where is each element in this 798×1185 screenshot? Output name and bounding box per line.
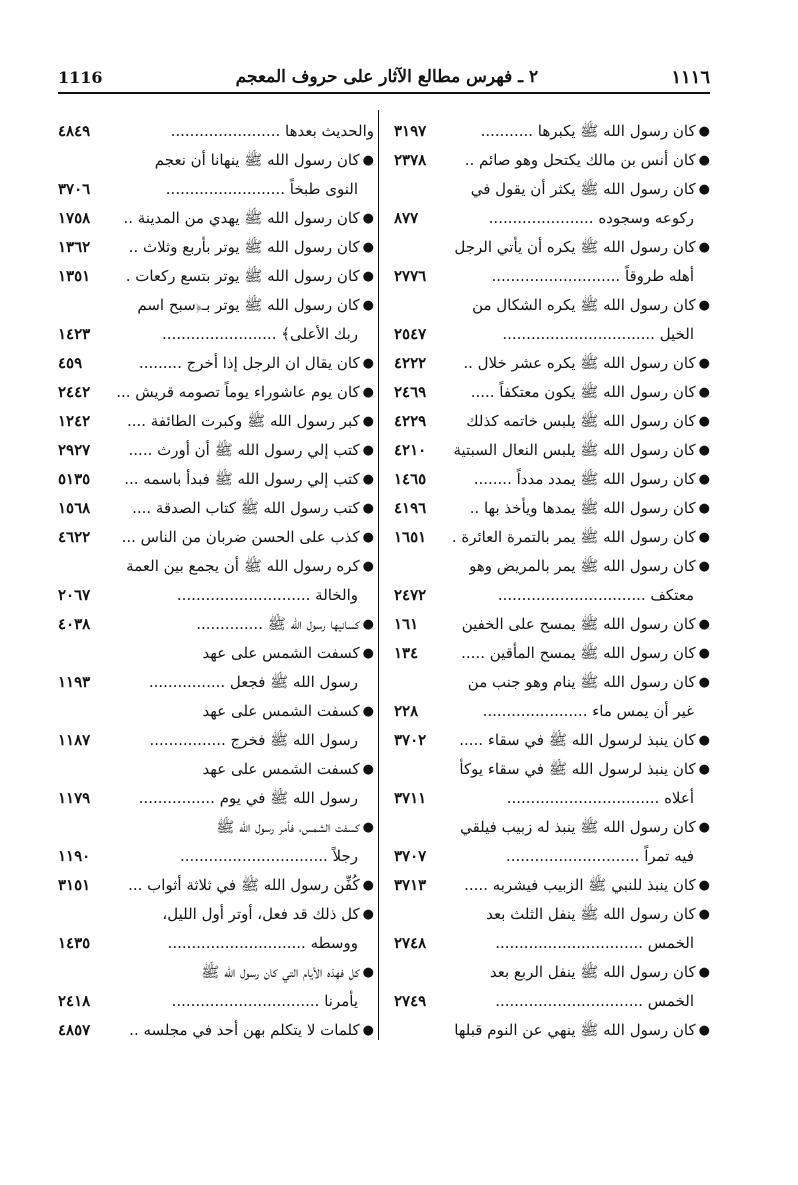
bullet-icon: ● — [362, 965, 374, 980]
entry-line — [58, 320, 374, 349]
bullet-icon: ● — [698, 675, 710, 690]
hadith-number: ٣٧٠٢ — [394, 731, 427, 749]
entry-text: كان رسول الله ﷺ يكبرها ........... — [480, 122, 696, 140]
hadith-number: ١١٨٧ — [58, 731, 91, 749]
entry-text: كل فهذه الأيام التي كان رسول الله ﷺ — [201, 963, 360, 981]
hadith-number: ١٧٥٨ — [58, 209, 91, 227]
entry-text: الخيل ................................ — [502, 325, 694, 343]
bullet-icon: ● — [698, 878, 710, 893]
entry-line — [394, 1016, 710, 1045]
index-entry — [394, 523, 710, 552]
page-header — [58, 62, 710, 94]
entry-text: فيه تمراً ............................ — [505, 847, 694, 865]
entry-text: كسفت الشمس على عهد — [202, 644, 360, 662]
entry-text: كان يوم عاشوراء يوماً تصومه قريش ... — [116, 383, 360, 401]
entry-text: كان رسول الله ﷺ ينفل الثلث بعد — [486, 905, 696, 923]
entry-text: كُفِّن رسول الله ﷺ في ثلاثة أثواب ... — [128, 876, 360, 894]
bullet-icon: ● — [698, 182, 710, 197]
entry-text: كان رسول الله ﷺ يمدد مدداً ........ — [473, 470, 696, 488]
bullet-icon: ● — [362, 269, 374, 284]
bullet-icon: ● — [362, 646, 374, 661]
index-entry — [394, 610, 710, 639]
bullet-icon: ● — [362, 385, 374, 400]
entry-line — [58, 494, 374, 523]
entry-line — [394, 668, 710, 697]
index-entry — [58, 465, 374, 494]
hadith-number: ٥١٣٥ — [58, 470, 91, 488]
index-column-left — [58, 117, 374, 1045]
hadith-number: ٢٤١٨ — [58, 992, 91, 1010]
index-entry — [394, 871, 710, 900]
entry-text: كان رسول الله ﷺ يكره عشر خلال .. — [463, 354, 696, 372]
hadith-number: ٤٥٩ — [58, 354, 83, 372]
entry-line — [394, 436, 710, 465]
entry-line — [394, 697, 710, 726]
entry-line — [58, 349, 374, 378]
hadith-number: ٣٧١٣ — [394, 876, 427, 894]
index-entry — [394, 233, 710, 291]
entry-text: كان رسول الله ﷺ يمسح المأقين ..... — [461, 644, 696, 662]
entry-line — [394, 987, 710, 1016]
entry-text: كسفت الشمس، فأمر رسول الله ﷺ — [216, 818, 360, 836]
entry-line — [58, 929, 374, 958]
index-entry — [58, 697, 374, 755]
entry-line — [394, 233, 710, 262]
hadith-number: ٢٤٤٢ — [58, 383, 91, 401]
index-entry — [394, 378, 710, 407]
entry-text: كان رسول الله ﷺ يهدي من المدينة .. — [123, 209, 360, 227]
hadith-number: ١٥٦٨ — [58, 499, 91, 517]
hadith-number: ٤٠٣٨ — [58, 615, 91, 633]
hadith-number: ١٢٤٢ — [58, 412, 91, 430]
bullet-icon: ● — [698, 820, 710, 835]
bullet-icon: ● — [698, 153, 710, 168]
bullet-icon: ● — [362, 617, 374, 632]
hadith-number: ١٣٤ — [394, 644, 419, 662]
entry-line — [58, 175, 374, 204]
hadith-number: ٤١٩٦ — [394, 499, 427, 517]
bullet-icon: ● — [362, 240, 374, 255]
hadith-number: ٢٧٧٦ — [394, 267, 427, 285]
index-entry — [394, 755, 710, 813]
entry-line — [58, 697, 374, 726]
bullet-icon: ● — [362, 762, 374, 777]
entry-text: كلمات لا يتكلم بهن أحد في مجلسه .. — [129, 1021, 360, 1039]
entry-text: معتكف ............................... — [497, 586, 694, 604]
bullet-icon: ● — [362, 211, 374, 226]
index-entry — [58, 204, 374, 233]
entry-text: الخمس ............................... — [495, 992, 694, 1010]
index-entry — [58, 494, 374, 523]
entry-text: ربك الأعلى﴾ ........................ — [162, 325, 358, 343]
hadith-number: ٣٧٠٦ — [58, 180, 91, 198]
entry-text: كان ينبذ للنبي ﷺ الزبيب فيشربه ..... — [464, 876, 696, 894]
column-divider — [378, 110, 379, 1040]
bullet-icon: ● — [362, 704, 374, 719]
entry-line — [58, 523, 374, 552]
hadith-number: ٣١٩٧ — [394, 122, 427, 140]
hadith-number: ١٣٥١ — [58, 267, 91, 285]
entry-text: كتب إلي رسول الله ﷺ فبدأ باسمه ... — [124, 470, 360, 488]
bullet-icon: ● — [362, 530, 374, 545]
hadith-number: ٤٨٥٧ — [58, 1021, 91, 1039]
index-entry — [394, 813, 710, 871]
entry-line — [58, 378, 374, 407]
entry-line — [394, 726, 710, 755]
entry-line — [58, 465, 374, 494]
hadith-number: ٢٤٦٩ — [394, 383, 427, 401]
bullet-icon: ● — [362, 443, 374, 458]
index-entry — [394, 407, 710, 436]
entry-line — [58, 407, 374, 436]
entry-text: كان رسول الله ﷺ يكون معتكفاً ..... — [470, 383, 696, 401]
entry-line — [58, 987, 374, 1016]
hadith-number: ٢٠٦٧ — [58, 586, 91, 604]
entry-text: رسول الله ﷺ فجعل ................ — [148, 673, 358, 691]
index-entry — [394, 436, 710, 465]
entry-text: كان رسول الله ﷺ يكثر أن يقول في — [470, 180, 696, 198]
entry-text: كسفت الشمس على عهد — [202, 702, 360, 720]
index-entry — [58, 639, 374, 697]
hadith-number: ٢٣٧٨ — [394, 151, 427, 169]
entry-text: كان رسول الله ﷺ يكره الشكال من — [472, 296, 696, 314]
entry-line — [58, 668, 374, 697]
entry-text: كره رسول الله ﷺ أن يجمع بين العمة — [126, 557, 360, 575]
index-entry — [58, 378, 374, 407]
entry-text: والخالة ............................ — [176, 586, 358, 604]
bullet-icon: ● — [698, 385, 710, 400]
entry-line — [394, 117, 710, 146]
entry-text: ووسطه ............................. — [167, 934, 358, 952]
bullet-icon: ● — [362, 878, 374, 893]
entry-line — [58, 291, 374, 320]
entry-text: كان رسول الله ﷺ يلبس خاتمه كذلك — [466, 412, 696, 430]
entry-line — [394, 755, 710, 784]
entry-line — [58, 233, 374, 262]
entry-line — [58, 262, 374, 291]
entry-line — [394, 958, 710, 987]
index-entry — [58, 610, 374, 639]
entry-text: كان رسول الله ﷺ يوتر بتسع ركعات . — [125, 267, 360, 285]
entry-line — [58, 755, 374, 784]
hadith-number: ١١٩٣ — [58, 673, 91, 691]
entry-line — [58, 958, 374, 987]
bullet-icon: ● — [362, 153, 374, 168]
index-entry — [394, 291, 710, 349]
index-entry — [58, 900, 374, 958]
entry-text: كان ينبذ لرسول الله ﷺ في سقاء يوكأ — [459, 760, 696, 778]
entry-text: أهله طروقاً ........................... — [491, 267, 694, 285]
hadith-number: ١١٧٩ — [58, 789, 91, 807]
entry-text: كان رسول الله ﷺ ينفل الربع بعد — [489, 963, 696, 981]
index-entry — [58, 755, 374, 813]
bullet-icon: ● — [698, 1023, 710, 1038]
hadith-number: ١٤٦٥ — [394, 470, 427, 488]
bullet-icon: ● — [362, 1023, 374, 1038]
bullet-icon: ● — [362, 907, 374, 922]
entry-line — [58, 784, 374, 813]
bullet-icon: ● — [698, 298, 710, 313]
entry-line — [394, 204, 710, 233]
entry-line — [58, 117, 374, 146]
bullet-icon: ● — [362, 356, 374, 371]
index-entry — [394, 175, 710, 233]
entry-text: كبر رسول الله ﷺ وكبرت الطائفة .... — [126, 412, 360, 430]
index-entry — [58, 813, 374, 871]
index-entry — [58, 871, 374, 900]
bullet-icon: ● — [698, 414, 710, 429]
entry-line — [58, 871, 374, 900]
entry-text: كان رسول الله ﷺ يمر بالتمرة العائرة . — [451, 528, 696, 546]
entry-text: كان أنس بن مالك يكتحل وهو صائم .. — [464, 151, 696, 169]
index-entry — [58, 291, 374, 349]
index-entry — [58, 262, 374, 291]
entry-text: كان رسول الله ﷺ يلبس النعال السبتية — [453, 441, 696, 459]
hadith-number: ١٤٢٣ — [58, 325, 91, 343]
bullet-icon: ● — [698, 646, 710, 661]
hadith-number: ٤٢١٠ — [394, 441, 427, 459]
hadith-number: ٤٢٢٢ — [394, 354, 427, 372]
entry-line — [58, 726, 374, 755]
hadith-number: ٢٥٤٧ — [394, 325, 427, 343]
entry-line — [394, 813, 710, 842]
entry-line — [394, 146, 710, 175]
hadith-number: ٤٦٢٢ — [58, 528, 91, 546]
index-entry — [58, 552, 374, 610]
entry-text: النوى طبخاً ......................... — [165, 180, 358, 198]
entry-line — [58, 900, 374, 929]
bullet-icon: ● — [362, 472, 374, 487]
index-entry — [58, 523, 374, 552]
hadith-number: ١٦٥١ — [394, 528, 427, 546]
entry-text: كل ذلك قد فعل، أوتر أول الليل، — [162, 905, 360, 923]
entry-line — [394, 581, 710, 610]
entry-line — [394, 639, 710, 668]
entry-line — [394, 465, 710, 494]
entry-text: كتب إلي رسول الله ﷺ أن أورث ..... — [128, 441, 360, 459]
entry-line — [394, 262, 710, 291]
hadith-number: ٣١٥١ — [58, 876, 91, 894]
entry-line — [58, 581, 374, 610]
hadith-number: ٢٤٧٢ — [394, 586, 427, 604]
hadith-number: ٨٧٧ — [394, 209, 419, 227]
entry-text: كان رسول الله ﷺ يوتر بـ﴿سبح اسم — [137, 296, 360, 314]
bullet-icon: ● — [698, 907, 710, 922]
entry-line — [58, 146, 374, 175]
entry-line — [58, 552, 374, 581]
index-entry — [394, 494, 710, 523]
index-entry — [394, 146, 710, 175]
entry-line — [394, 929, 710, 958]
index-entry — [58, 407, 374, 436]
hadith-number: ٢٢٨ — [394, 702, 419, 720]
entry-text: الخمس ............................... — [495, 934, 694, 952]
index-column-right — [394, 117, 710, 1045]
entry-line — [58, 1016, 374, 1045]
bullet-icon: ● — [698, 733, 710, 748]
index-entry — [394, 552, 710, 610]
index-entry — [58, 233, 374, 262]
entry-line — [394, 407, 710, 436]
hadith-number: ٤٢٢٩ — [394, 412, 427, 430]
entry-line — [394, 784, 710, 813]
hadith-number: ١١٩٠ — [58, 847, 91, 865]
page-title: ٢ ـ فهرس مطالع الآثار على حروف المعجم — [235, 67, 539, 87]
hadith-number: ١٤٣٥ — [58, 934, 91, 952]
entry-line — [394, 900, 710, 929]
bullet-icon: ● — [698, 356, 710, 371]
entry-text: كان رسول الله ﷺ يوتر بأربع وثلاث .. — [128, 238, 360, 256]
bullet-icon: ● — [362, 820, 374, 835]
entry-line — [58, 610, 374, 639]
hadith-number: ٣٧٠٧ — [394, 847, 427, 865]
entry-line — [394, 349, 710, 378]
entry-line — [394, 523, 710, 552]
bullet-icon: ● — [362, 559, 374, 574]
entry-line — [394, 291, 710, 320]
entry-text: كان يقال ان الرجل إذا أخرج ......... — [138, 354, 360, 372]
index-entry — [394, 958, 710, 1016]
entry-line — [394, 320, 710, 349]
entry-text: رسول الله ﷺ فخرج ................ — [149, 731, 358, 749]
index-entry — [394, 465, 710, 494]
index-entry — [58, 349, 374, 378]
index-entry — [394, 1016, 710, 1045]
entry-text: كتب رسول الله ﷺ كتاب الصدقة .... — [132, 499, 360, 517]
hadith-number: ٢٧٤٨ — [394, 934, 427, 952]
entry-line — [394, 842, 710, 871]
hadith-number: ١٦١ — [394, 615, 419, 633]
entry-text: ركوعه وسجوده ...................... — [488, 209, 694, 227]
entry-text: والحديث بعدها ....................... — [170, 122, 374, 140]
page-number-arabic: ١١١٦ — [671, 66, 710, 88]
entry-line — [394, 871, 710, 900]
entry-text: كان رسول الله ﷺ يمدها ويأخذ بها .. — [469, 499, 696, 517]
index-entry — [58, 436, 374, 465]
entry-text: أعلاه ................................ — [506, 789, 694, 807]
index-entry — [58, 146, 374, 204]
entry-line — [58, 842, 374, 871]
bullet-icon: ● — [698, 124, 710, 139]
hadith-number: ٢٩٢٧ — [58, 441, 91, 459]
bullet-icon: ● — [698, 240, 710, 255]
bullet-icon: ● — [362, 501, 374, 516]
entry-line — [394, 175, 710, 204]
entry-text: كان رسول الله ﷺ يمر بالمريض وهو — [469, 557, 696, 575]
entry-line — [394, 494, 710, 523]
entry-text: كسانيها رسول الله ﷺ .............. — [196, 615, 360, 633]
entry-line — [58, 204, 374, 233]
entry-text: رجلاً ............................... — [179, 847, 358, 865]
index-entry — [394, 900, 710, 958]
bullet-icon: ● — [698, 501, 710, 516]
entry-line — [58, 639, 374, 668]
entry-text: كان رسول الله ﷺ ينهانا أن نعجم — [154, 151, 360, 169]
entry-text: كان رسول الله ﷺ يكره أن يأتي الرجل — [454, 238, 696, 256]
entry-line — [58, 813, 374, 842]
index-entry — [394, 726, 710, 755]
bullet-icon: ● — [698, 617, 710, 632]
entry-text: كان رسول الله ﷺ ينهي عن النوم قبلها — [454, 1021, 696, 1039]
entry-text: كان رسول الله ﷺ يمسح على الخفين — [461, 615, 696, 633]
hadith-number: ٤٨٤٩ — [58, 122, 91, 140]
bullet-icon: ● — [698, 443, 710, 458]
entry-text: كان رسول الله ﷺ ينبذ له زبيب فيلقي — [460, 818, 696, 836]
index-entry — [58, 117, 374, 146]
hadith-number: ٢٧٤٩ — [394, 992, 427, 1010]
index-entry — [394, 668, 710, 726]
entry-text: يأمرنا ............................... — [171, 992, 358, 1010]
entry-text: رسول الله ﷺ في يوم ................ — [138, 789, 358, 807]
index-entry — [394, 639, 710, 668]
index-entry — [58, 1016, 374, 1045]
hadith-number: ١٣٦٢ — [58, 238, 91, 256]
index-entry — [394, 117, 710, 146]
bullet-icon: ● — [698, 965, 710, 980]
bullet-icon: ● — [698, 559, 710, 574]
bullet-icon: ● — [698, 762, 710, 777]
entry-line — [394, 378, 710, 407]
entry-text: كان ينبذ لرسول الله ﷺ في سقاء ..... — [459, 731, 696, 749]
entry-line — [394, 552, 710, 581]
bullet-icon: ● — [362, 298, 374, 313]
page-number-latin: 1116 — [58, 67, 103, 87]
bullet-icon: ● — [698, 530, 710, 545]
entry-line — [394, 610, 710, 639]
entry-text: كذب على الحسن ضربان من الناس ... — [121, 528, 360, 546]
index-entry — [58, 958, 374, 1016]
index-entry — [394, 349, 710, 378]
bullet-icon: ● — [698, 472, 710, 487]
entry-line — [58, 436, 374, 465]
hadith-number: ٣٧١١ — [394, 789, 427, 807]
entry-text: غير أن يمس ماء ...................... — [482, 702, 694, 720]
entry-text: كسفت الشمس على عهد — [202, 760, 360, 778]
entry-text: كان رسول الله ﷺ ينام وهو جنب من — [467, 673, 696, 691]
bullet-icon: ● — [362, 414, 374, 429]
